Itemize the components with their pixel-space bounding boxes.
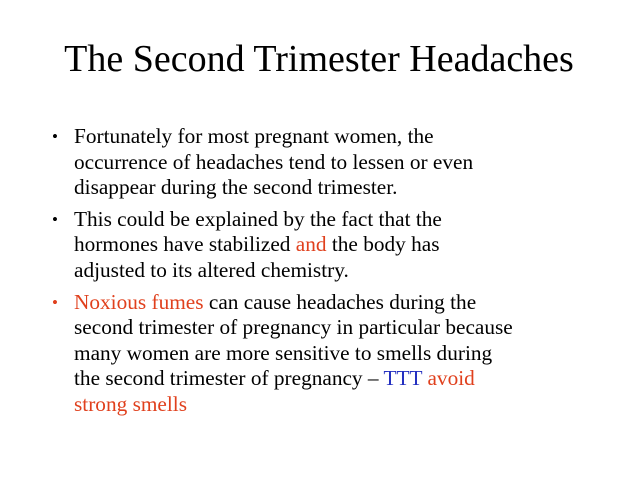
bullet-3-highlight-noxious-fumes: Noxious fumes [74, 289, 204, 314]
bullet-3-avoid: avoid [422, 366, 475, 391]
bullet-3-line-1-rest: can cause headaches during the [203, 289, 477, 314]
bullet-2-line-2-end: the body has [326, 232, 440, 257]
bullet-3-line-4-start: the second trimester of pregnancy [74, 366, 368, 391]
bullet-2-highlight-and: and [295, 232, 327, 257]
bullet-3-dash: – [367, 366, 379, 391]
bullet-1-line-1: Fortunately for most pregnant women, the [74, 124, 434, 148]
bullet-2-line-1: This could be explained by the fact that the [74, 206, 442, 231]
bullet-2-line-3: adjusted to its altered chemistry. [74, 257, 349, 282]
bullet-dot: • [52, 127, 58, 146]
bullet-item-1 [52, 124, 612, 201]
slide-title: The Second Trimester Headaches [64, 38, 574, 80]
bullet-3-strong-smells: strong smells [74, 391, 187, 416]
bullet-2-line-2-start: hormones have stabilized [74, 232, 296, 257]
bullet-list [52, 124, 612, 424]
bullet-3-ttt: TTT [378, 366, 423, 391]
bullet-3-line-3: many women are more sensitive to smells during [74, 340, 493, 365]
bullet-1-line-2: occurrence of headaches tend to lessen or even [74, 149, 474, 174]
bullet-3-line-2: second trimester of pregnancy in particular because [74, 315, 513, 340]
bullet-1-line-3: disappear during the second trimester. [74, 175, 398, 200]
bullet-dot: • [52, 292, 58, 312]
bullet-item-3 [52, 290, 612, 418]
bullet-item-2 [52, 207, 612, 284]
bullet-dot: • [52, 209, 58, 229]
